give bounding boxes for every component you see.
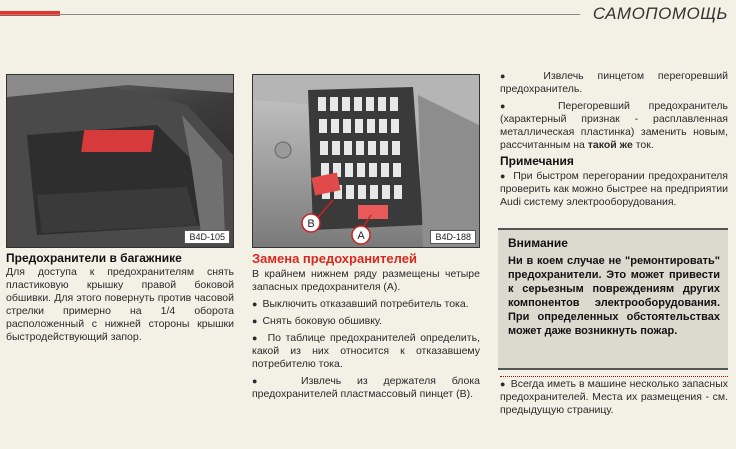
replace-step-6-emphasis: такой же — [587, 139, 633, 151]
trunk-fuses-paragraph: Для доступа к предохранителям снять пластиковую крышку правой боковой обшивки. Для этого повернуть против часовой стрелки примерно на 1/4 оборота расположенный с нижней стороны крышки быстродействующий запор. — [6, 266, 234, 343]
trunk-fuses-heading: Предохранители в багажнике — [6, 251, 182, 265]
replace-step-5: ● Извлечь пинцетом перегоревший предохранитель. — [500, 70, 728, 96]
replace-fuses-text — [252, 268, 480, 405]
replace-step-6 — [500, 100, 728, 152]
trunk-fuses-text — [6, 266, 234, 348]
page-header-title: САМОПОМОЩЬ — [592, 4, 728, 23]
header-rule — [0, 14, 580, 15]
warning-divider — [500, 376, 728, 377]
warning-heading: Внимание — [508, 236, 568, 250]
warning-text: Ни в коем случае не "ремонтировать" предохранители. Это может привести к серьезным повреждениям других компонентов электрооборудования. При определенных обстоятельствах может даже возникнуть пожар. — [508, 255, 720, 337]
spare-fuses-text — [500, 378, 728, 421]
trunk-illustration — [7, 75, 233, 247]
replace-step-6-tail: ток. — [635, 139, 654, 151]
notes-text — [500, 170, 728, 213]
fusebox-illustration — [253, 75, 479, 247]
fusebox-photo — [252, 74, 480, 248]
replace-step-4: ● Извлечь из держателя блока предохранителей пластмассовый пинцет (В). — [252, 375, 480, 401]
spare-fuses-paragraph: ● Всегда иметь в машине несколько запасных предохранителей. Места их размещения - см. предыдущую страницу. — [500, 378, 728, 417]
callout-a: A — [357, 230, 365, 242]
replace-step-1: ● Выключить отказавший потребитель тока. — [252, 298, 480, 311]
fusebox-figure-code: B4D-188 — [430, 230, 476, 244]
replace-step-6-text: Перегоревший предохранитель (характерный признак - расплавленная металлическая пластинка) заменить новым, рассчитанным на — [500, 100, 728, 151]
trunk-photo — [6, 74, 234, 248]
replace-intro: В крайнем нижнем ряду размещены четыре запасных предохранителя (А). — [252, 268, 480, 293]
warning-box — [498, 228, 728, 370]
replace-continued-text — [500, 70, 728, 156]
notes-heading: Примечания — [500, 154, 574, 168]
notes-paragraph: ● При быстром перегорании предохранителя проверить как можно быстрее на предприятии Audi систему электрооборудования. — [500, 170, 728, 209]
replace-step-3: ● По таблице предохранителей определить, какой из них относится к отказавшему потребителю тока. — [252, 332, 480, 371]
replace-fuses-heading: Замена предохранителей — [252, 251, 417, 266]
trunk-figure-code: B4D-105 — [184, 230, 230, 244]
replace-step-2: ● Снять боковую обшивку. — [252, 315, 480, 328]
callout-b: B — [307, 218, 315, 230]
